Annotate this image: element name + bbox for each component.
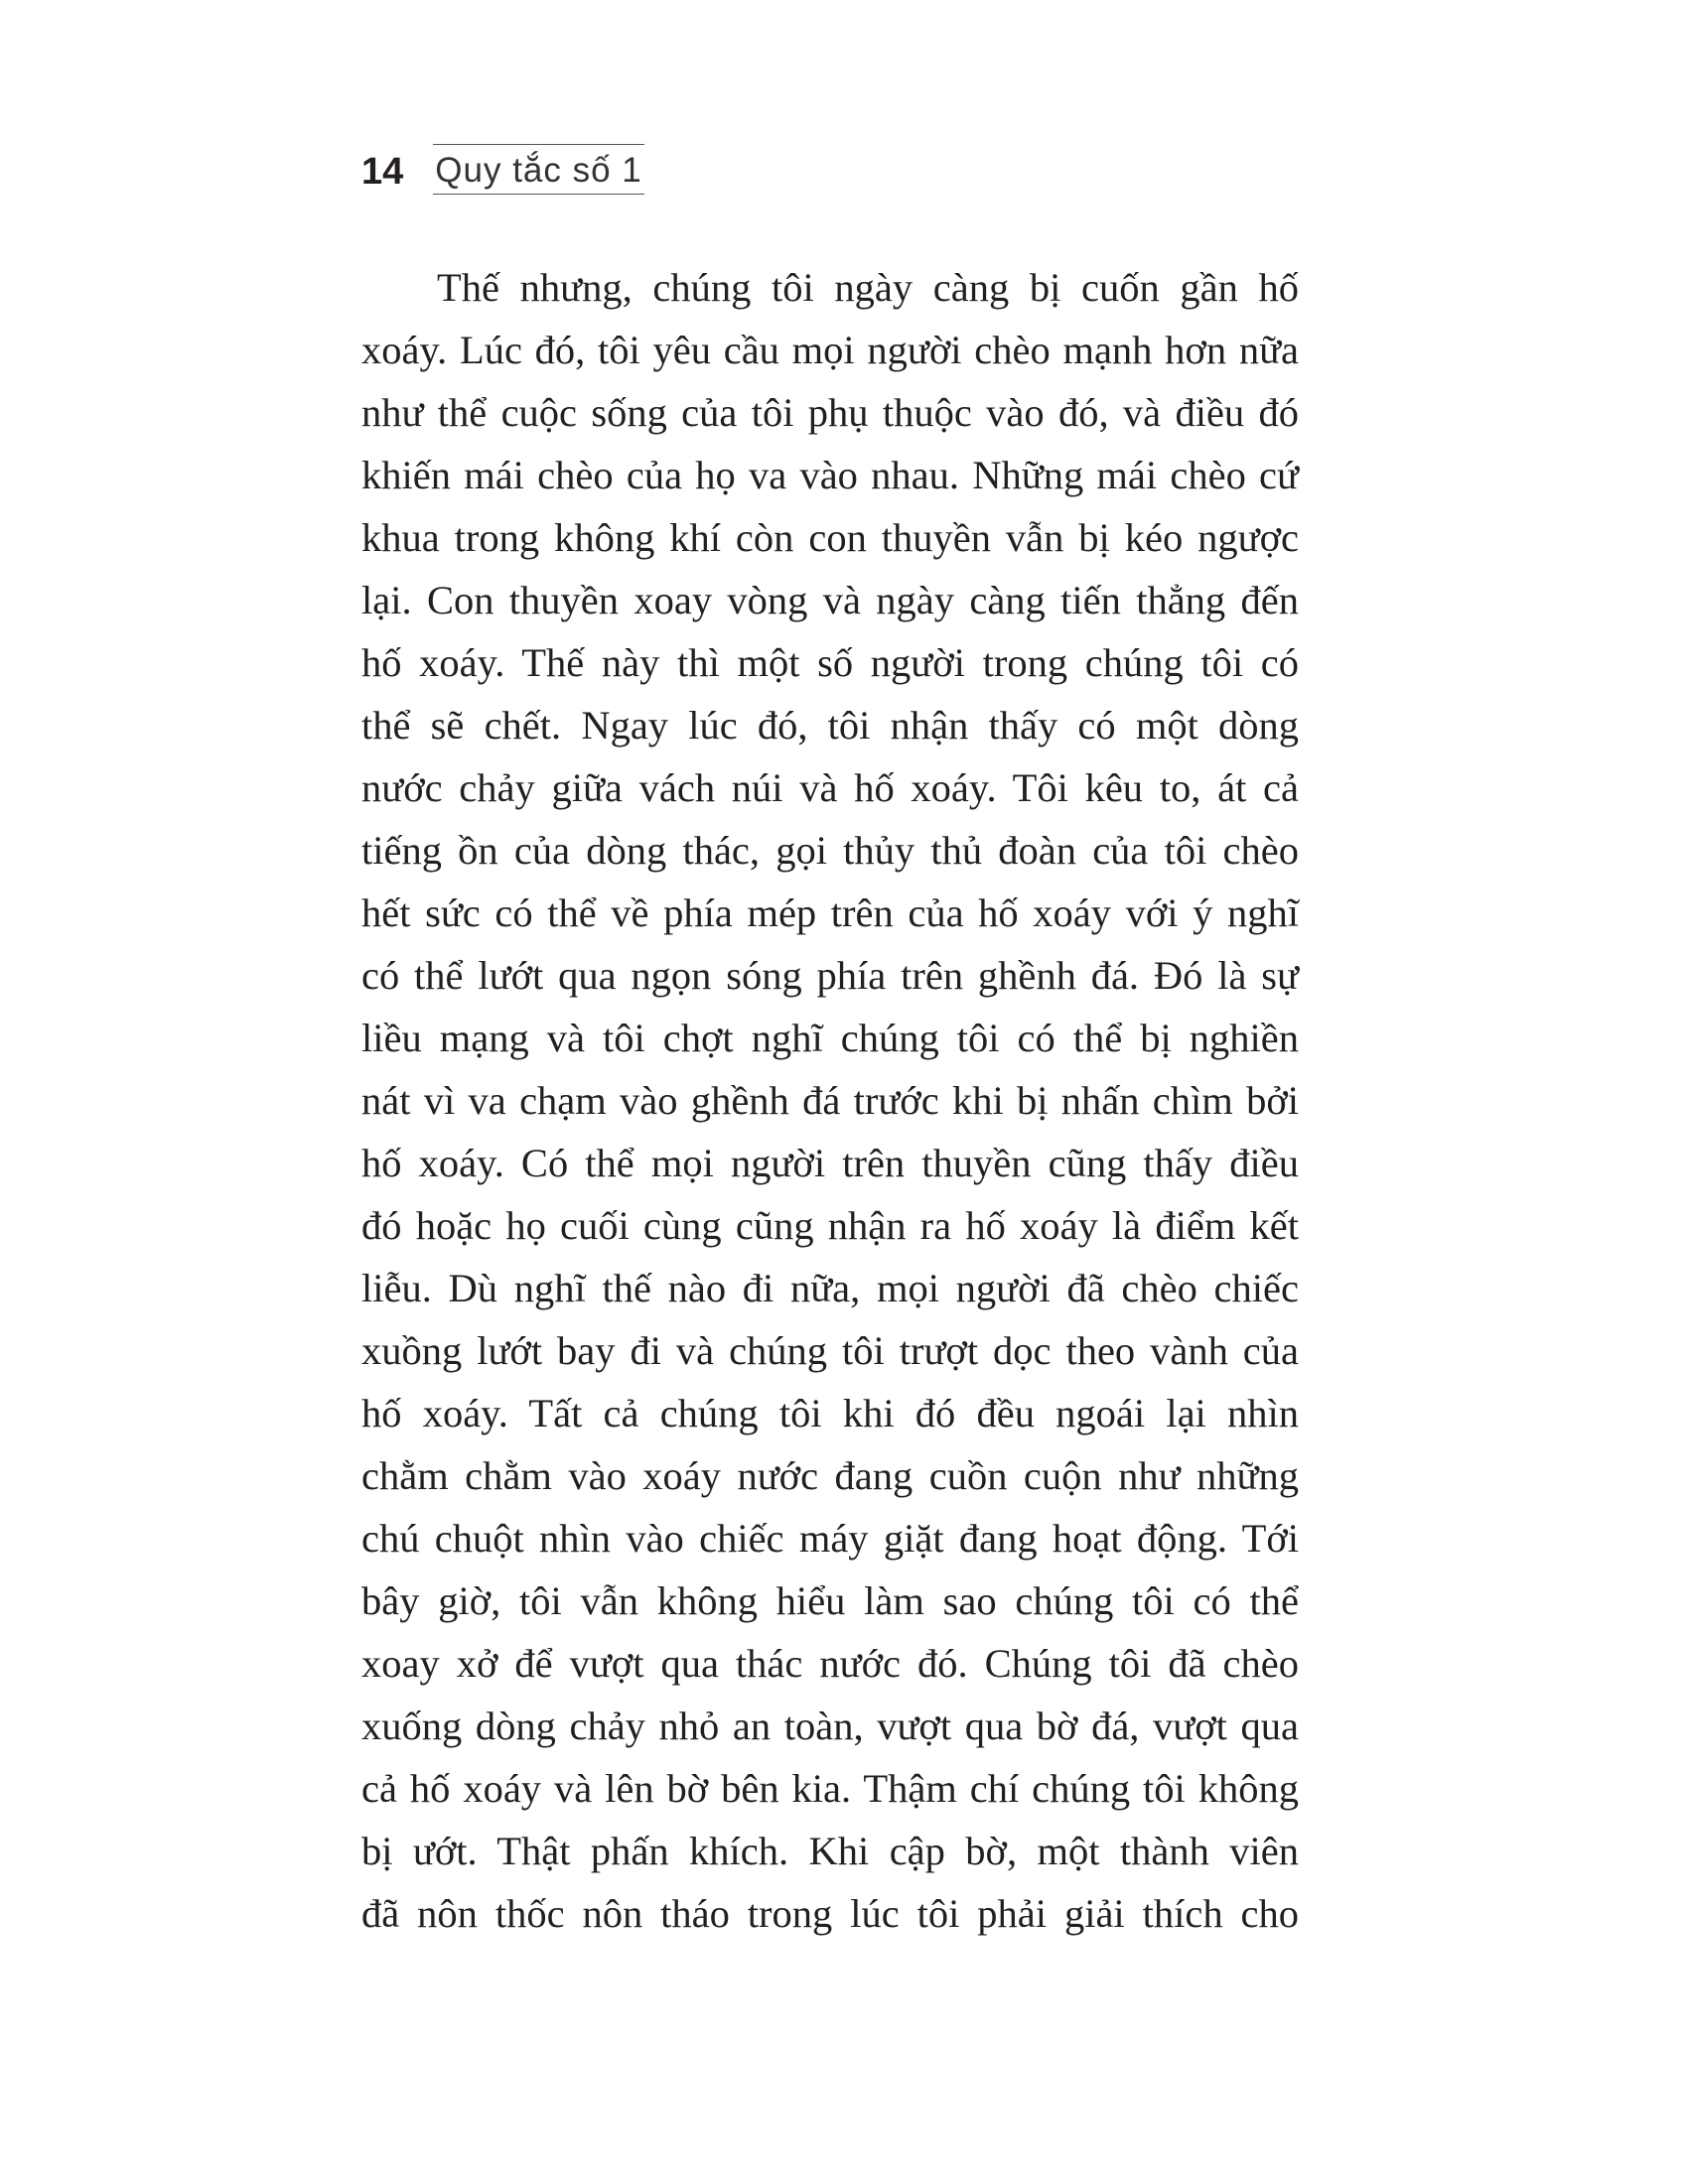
text-line: liễu. Dù nghĩ thế nào đi nữa, mọi người đã chèo chiếc — [361, 1266, 1299, 1310]
text-line: cả hố xoáy và lên bờ bên kia. Thậm chí chúng tôi không — [361, 1766, 1299, 1811]
text-line: hết sức có thể về phía mép trên của hố xoáy với ý nghĩ — [361, 890, 1299, 935]
text-line: hố xoáy. Có thể mọi người trên thuyền cũng thấy điều — [361, 1141, 1299, 1185]
text-line: chú chuột nhìn vào chiếc máy giặt đang hoạt động. Tới — [361, 1516, 1299, 1561]
text-line: khua trong không khí còn con thuyền vẫn bị kéo ngược — [361, 515, 1299, 560]
text-line: thể sẽ chết. Ngay lúc đó, tôi nhận thấy có một dòng — [361, 703, 1299, 748]
page-number: 14 — [361, 151, 404, 193]
text-line: Thế nhưng, chúng tôi ngày càng bị cuốn gần hố — [437, 265, 1299, 310]
text-line: tiếng ồn của dòng thác, gọi thủy thủ đoàn của tôi chèo — [361, 828, 1299, 873]
text-line: nát vì va chạm vào ghềnh đá trước khi bị nhấn chìm bởi — [361, 1078, 1299, 1123]
text-line: xoay xở để vượt qua thác nước đó. Chúng tôi đã chèo — [361, 1641, 1299, 1686]
text-line: bây giờ, tôi vẫn không hiểu làm sao chúng tôi có thể — [361, 1578, 1299, 1623]
text-line: nước chảy giữa vách núi và hố xoáy. Tôi kêu to, át cả — [361, 765, 1299, 810]
chapter-title: Quy tắc số 1 — [433, 144, 643, 195]
text-line: liều mạng và tôi chợt nghĩ chúng tôi có thể bị nghiền — [361, 1016, 1299, 1060]
body-paragraph — [361, 256, 1299, 1945]
text-line: khiến mái chèo của họ va vào nhau. Những mái chèo cứ — [361, 453, 1299, 497]
running-head — [361, 139, 644, 195]
text-line: xoáy. Lúc đó, tôi yêu cầu mọi người chèo mạnh hơn nữa — [361, 328, 1299, 372]
text-line: chằm chằm vào xoáy nước đang cuồn cuộn như những — [361, 1453, 1299, 1498]
text-line: hố xoáy. Thế này thì một số người trong chúng tôi có — [361, 640, 1299, 685]
text-line: đó hoặc họ cuối cùng cũng nhận ra hố xoáy là điểm kết — [361, 1203, 1299, 1248]
text-line: bị ướt. Thật phấn khích. Khi cập bờ, một thành viên — [361, 1829, 1299, 1873]
text-line: xuống dòng chảy nhỏ an toàn, vượt qua bờ đá, vượt qua — [361, 1704, 1299, 1748]
text-line: lại. Con thuyền xoay vòng và ngày càng tiến thẳng đến — [361, 578, 1299, 622]
text-line: xuồng lướt bay đi và chúng tôi trượt dọc theo vành của — [361, 1328, 1299, 1373]
text-line: có thể lướt qua ngọn sóng phía trên ghềnh đá. Đó là sự — [361, 953, 1299, 998]
text-line: như thể cuộc sống của tôi phụ thuộc vào đó, và điều đó — [361, 390, 1299, 435]
text-line: hố xoáy. Tất cả chúng tôi khi đó đều ngoái lại nhìn — [361, 1391, 1299, 1435]
text-line: đã nôn thốc nôn tháo trong lúc tôi phải giải thích cho — [361, 1891, 1299, 1936]
